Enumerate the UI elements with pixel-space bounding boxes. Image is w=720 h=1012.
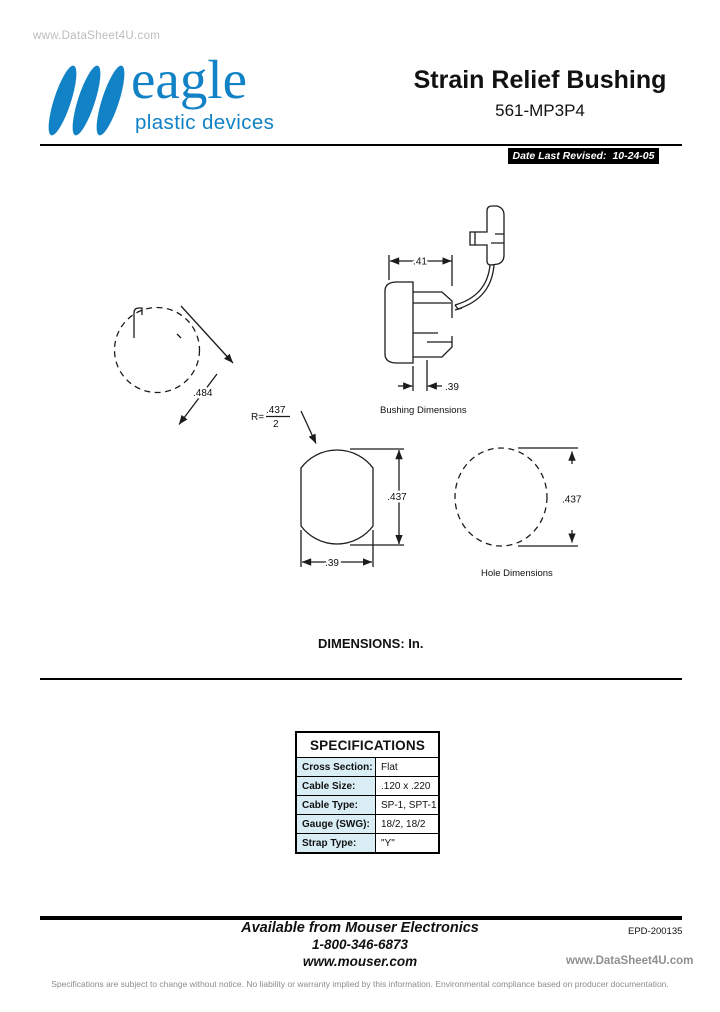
bushing-face-view — [115, 306, 234, 425]
dim-hole-diameter: .437 — [562, 494, 582, 506]
table-row — [297, 796, 438, 815]
table-row — [297, 777, 438, 796]
document-number: EPD-200135 — [628, 926, 683, 937]
radius-denominator: 2 — [273, 419, 279, 430]
footer-divider — [40, 916, 682, 920]
date-revised-value: 10-24-05 — [612, 150, 655, 162]
strap-clip-view — [455, 206, 504, 309]
units-note: DIMENSIONS: In. — [318, 636, 424, 651]
logo-wordmark: eagle — [131, 49, 248, 110]
specifications-title: SPECIFICATIONS — [297, 733, 438, 758]
spec-value: Flat — [376, 758, 438, 776]
hole-caption: Hole Dimensions — [481, 568, 553, 579]
mid-divider — [40, 678, 682, 680]
spec-label: Gauge (SWG): — [297, 815, 376, 833]
table-row — [297, 815, 438, 834]
spec-label: Cross Section: — [297, 758, 376, 776]
date-revised-label: Date Last Revised: — [512, 150, 607, 162]
spec-value: "Y" — [376, 834, 438, 852]
dim-front-width: .39 — [325, 558, 339, 569]
part-number: 561-MP3P4 — [495, 101, 585, 120]
distributor-phone: 1-800-346-6873 — [311, 937, 409, 952]
table-row — [297, 834, 438, 852]
distributor-availability: Available from Mouser Electronics — [241, 920, 479, 936]
bushing-side-view — [385, 255, 462, 391]
disclaimer-text: Specifications are subject to change without notice. No liability or warranty implied by this information. Environmental compliance based on producer documentation. — [51, 979, 669, 989]
spec-value: SP-1, SPT-1 — [376, 796, 438, 814]
logo-subtitle: plastic devices — [135, 111, 275, 134]
spec-value: .120 x .220 — [376, 777, 438, 795]
radius-prefix: R= — [251, 412, 265, 423]
watermark-bottom: www.DataSheet4U.com — [566, 955, 694, 967]
hole-view — [455, 448, 578, 546]
spec-value: 18/2, 18/2 — [376, 815, 438, 833]
table-row — [297, 758, 438, 777]
spec-label: Cable Size: — [297, 777, 376, 795]
dim-side-depth: .39 — [445, 382, 459, 393]
distributor-website: www.mouser.com — [302, 954, 418, 969]
spec-label: Strap Type: — [297, 834, 376, 852]
watermark-top: www.DataSheet4U.com — [33, 30, 161, 42]
dim-top-width: .41 — [413, 256, 427, 268]
radius-numerator: .437 — [266, 405, 286, 416]
bushing-caption: Bushing Dimensions — [380, 405, 467, 416]
page-title: Strain Relief Bushing — [413, 66, 667, 94]
dim-diagonal: .484 — [193, 388, 213, 399]
bushing-front-view — [301, 449, 404, 567]
specifications-table — [295, 731, 440, 854]
dim-front-height: .437 — [387, 492, 407, 503]
spec-label: Cable Type: — [297, 796, 376, 814]
